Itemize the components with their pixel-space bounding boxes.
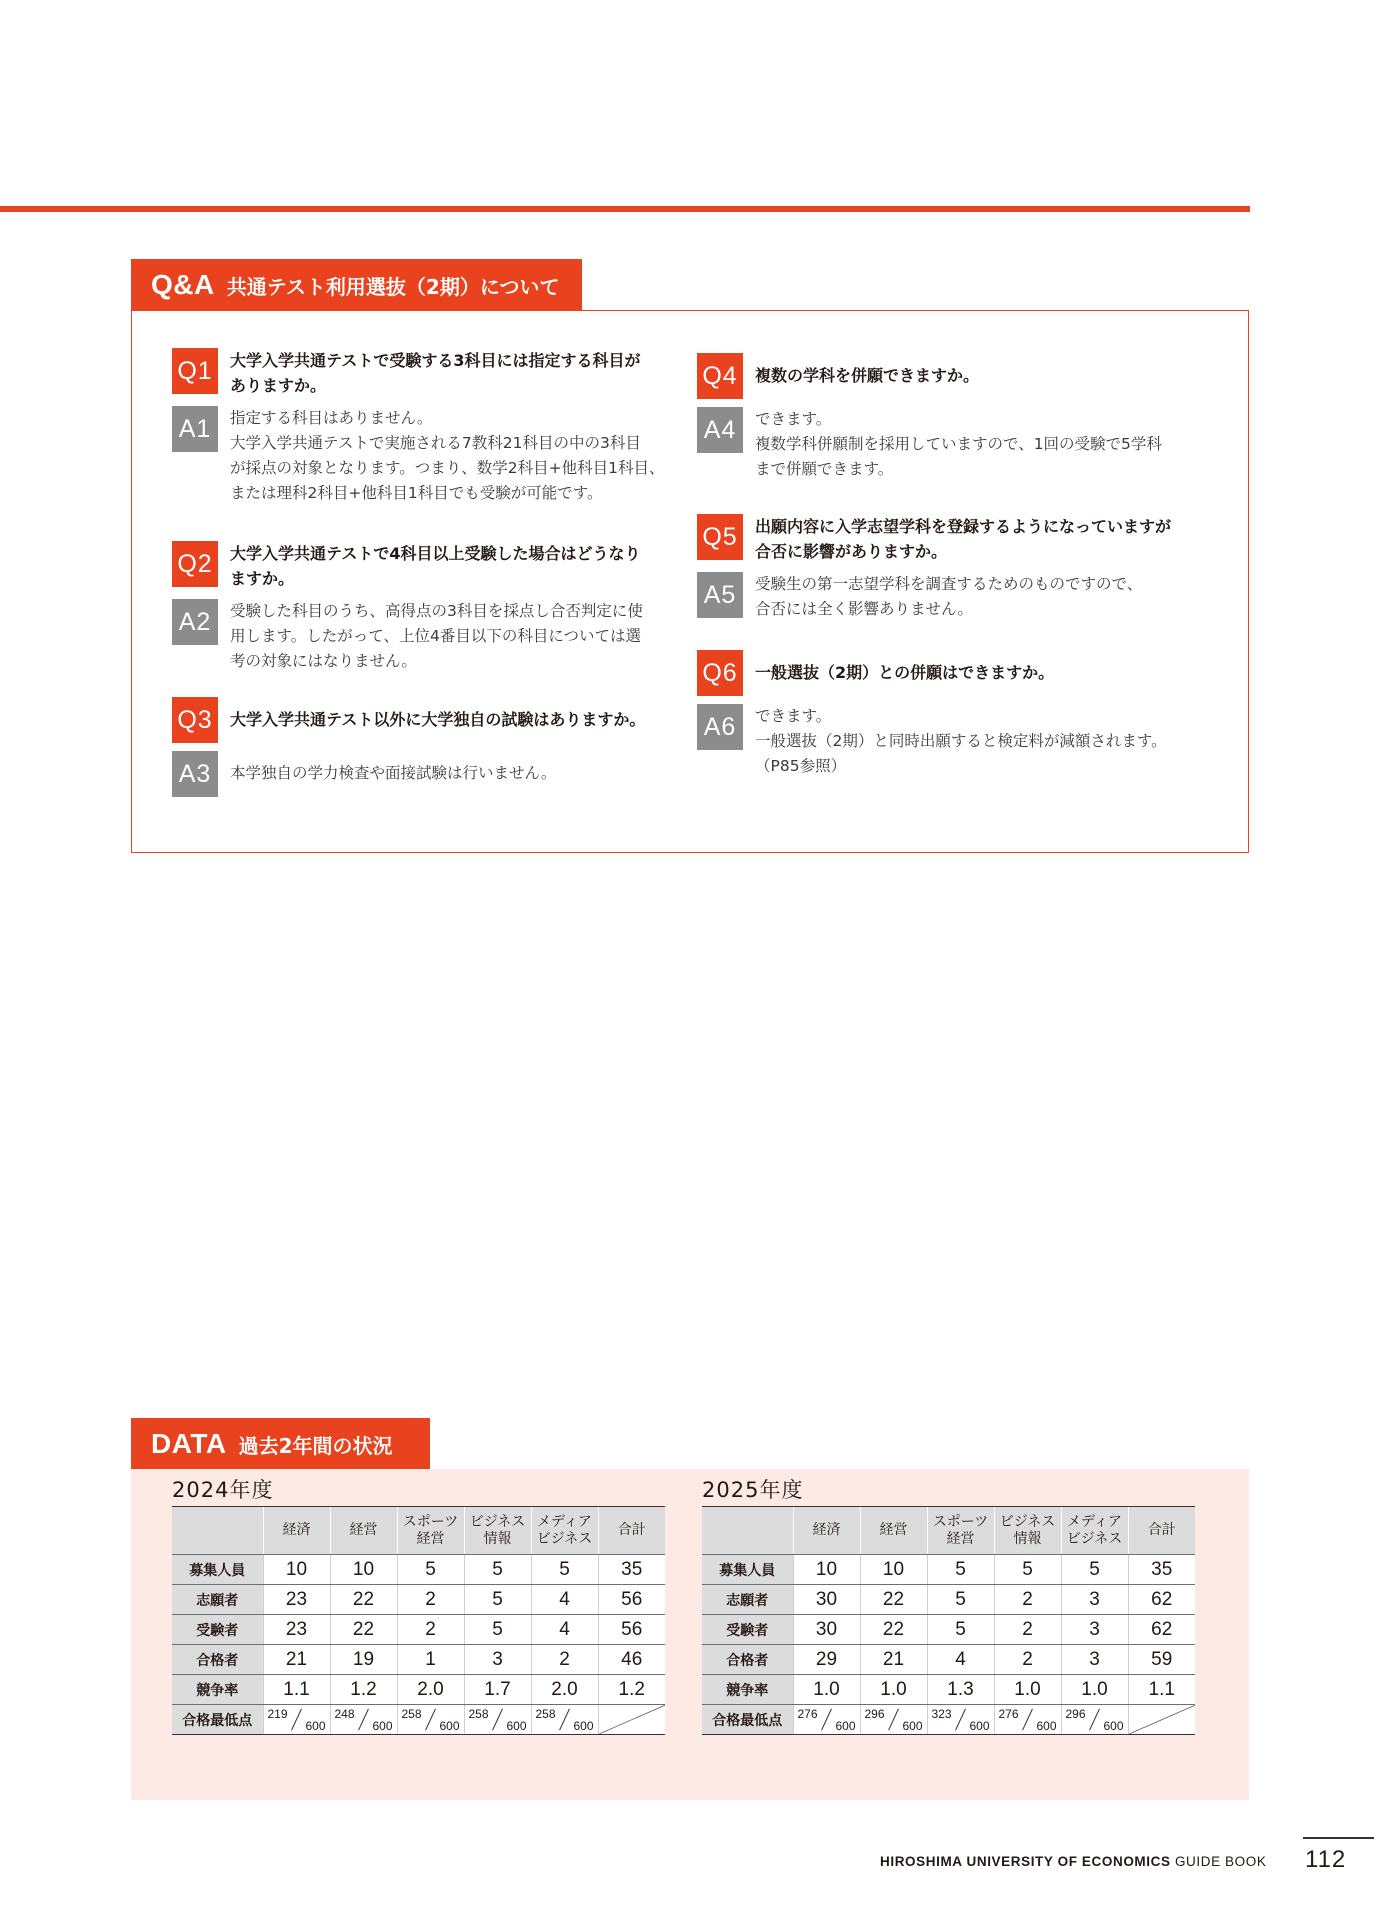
qa-item-6 [697,650,1197,779]
question-badge: Q4 [697,353,743,399]
row-label: 競争率 [702,1675,793,1705]
question-text [230,541,641,591]
table-body [172,1555,665,1735]
table-cell: 56 [598,1585,665,1615]
answer-text [230,599,643,674]
table-cell: 22 [330,1585,397,1615]
column-header [793,1507,860,1555]
score-fraction [464,1705,531,1735]
score-value: 258 [468,1707,489,1721]
page-number: 112 [1305,1846,1347,1873]
table-head [702,1507,1195,1555]
year-title: 2024年度 [172,1478,274,1502]
score-fraction [263,1705,330,1735]
table-row [172,1705,665,1735]
score-denominator: 600 [969,1719,990,1733]
header-line: ビジネス [469,1513,526,1530]
header-line: ビジネス [999,1513,1056,1530]
question-line: 合否に影響がありますか。 [755,542,948,561]
header-line: メディア [1067,1513,1122,1530]
header-line: 合計 [1147,1522,1176,1538]
answer-row [172,406,672,506]
header-line: 経営 [946,1530,975,1547]
table-row [702,1705,1195,1735]
answer-text [755,572,1142,622]
score-denominator: 600 [372,1719,393,1733]
table-cell: 2 [397,1615,464,1645]
question-badge: Q3 [172,697,218,743]
data-section-tab [131,1418,430,1470]
table-cell: 30 [793,1615,860,1645]
table-cell: 2 [397,1585,464,1615]
question-text [755,353,979,388]
score-denominator: 600 [573,1719,594,1733]
qa-item-3 [172,697,672,797]
question-line: ますか。 [230,569,295,588]
column-header [860,1507,927,1555]
table-row [172,1585,665,1615]
score-value: 258 [401,1707,422,1721]
table-cell: 1.0 [793,1675,860,1705]
table-cell: 62 [1128,1615,1195,1645]
answer-line: または理科2科目+他科目1科目でも受験が可能です。 [230,484,603,502]
question-line: ありますか。 [230,376,327,395]
answer-row [697,704,1197,779]
column-header [464,1507,531,1555]
table-cell: 23 [263,1585,330,1615]
row-label: 競争率 [172,1675,263,1705]
answer-line: 合否には全く影響ありません。 [755,600,973,618]
table-row [172,1675,665,1705]
table-body [702,1555,1195,1735]
score-fraction [860,1705,927,1735]
qa-gap [697,564,1197,572]
answer-line: できます。 [755,410,832,428]
header-line: 経営 [416,1530,445,1547]
answer-badge: A3 [172,751,218,797]
answer-line: 受験生の第一志望学科を調査するためのものですので、 [755,575,1143,593]
score-fraction [397,1705,464,1735]
score-fraction [793,1705,860,1735]
answer-text [230,406,664,506]
answer-line: 用します。したがって、上位4番目以下の科目については選 [230,627,642,645]
table-cell: 3 [1061,1585,1128,1615]
table-cell: 1.7 [464,1675,531,1705]
table-cell: 21 [263,1645,330,1675]
answer-row [697,407,1197,482]
header-line: スポーツ [402,1513,459,1530]
table-cell: 1.0 [860,1675,927,1705]
header-row [702,1507,1195,1555]
stats-table-2025年度 [702,1506,1195,1735]
score-denominator: 600 [1036,1719,1057,1733]
qa-item-2 [172,541,672,674]
header-line: 経営 [349,1522,378,1538]
question-text [230,348,641,398]
question-badge: Q2 [172,541,218,587]
qa-gap [697,399,1197,407]
qa-gap [172,398,672,406]
score-value: 323 [931,1707,952,1721]
table-cell: 5 [464,1585,531,1615]
question-text [230,697,645,732]
footer-university: HIROSHIMA UNIVERSITY OF ECONOMICS [880,1854,1171,1869]
question-row [697,514,1197,564]
question-line: 複数の学科を併願できますか。 [755,366,980,385]
header-line: 合計 [617,1522,646,1538]
table-row [172,1555,665,1585]
table-cell: 1.2 [598,1675,665,1705]
column-header [598,1507,665,1555]
answer-line: （P85参照） [755,757,847,775]
table-cell: 4 [531,1585,598,1615]
table-cell: 59 [1128,1645,1195,1675]
question-line: 大学入学共通テストで4科目以上受験した場合はどうなり [230,544,641,563]
table-cell: 2.0 [531,1675,598,1705]
answer-line: できます。 [755,707,832,725]
empty-total-cell [1128,1705,1195,1735]
column-header [531,1507,598,1555]
qa-tab-title: Q&A [151,269,215,300]
score-value: 296 [1065,1707,1086,1721]
table-cell: 5 [531,1555,598,1585]
question-badge: Q6 [697,650,743,696]
header-line: 経済 [812,1522,841,1538]
table-cell: 10 [860,1555,927,1585]
answer-badge: A6 [697,704,743,750]
header-row [172,1507,665,1555]
answer-line: 複数学科併願制を採用していますので、1回の受験で5学科 [755,435,1162,453]
table-cell: 19 [330,1645,397,1675]
header-line: スポーツ [932,1513,989,1530]
header-line: ビジネス [1066,1530,1123,1547]
table-cell: 5 [927,1585,994,1615]
table-cell: 5 [994,1555,1061,1585]
footer-guidebook: GUIDE BOOK [1174,1854,1267,1869]
question-row [697,650,1197,696]
footer-rule [1303,1837,1374,1839]
table-row [702,1675,1195,1705]
table-cell: 2 [994,1645,1061,1675]
data-tab-title: DATA [151,1428,227,1459]
header-line: 経営 [879,1522,908,1538]
question-badge: Q5 [697,514,743,560]
score-value: 258 [535,1707,556,1721]
table-cell: 5 [464,1615,531,1645]
qa-tab-subtitle: 共通テスト利用選抜（2期）について [226,274,560,299]
table-cell: 29 [793,1645,860,1675]
answer-row [697,572,1197,622]
table-row [702,1645,1195,1675]
table-cell: 22 [860,1585,927,1615]
column-header [927,1507,994,1555]
row-label: 募集人員 [702,1555,793,1585]
question-line: 出願内容に入学志望学科を登録するようになっていますが [755,517,1172,536]
top-accent-rule [0,206,1250,212]
header-corner [172,1507,263,1555]
table-cell: 1.0 [1061,1675,1128,1705]
table-cell: 1.0 [994,1675,1061,1705]
question-line: 大学入学共通テストで受験する3科目には指定する科目が [230,351,641,370]
row-label: 受験者 [702,1615,793,1645]
column-header [263,1507,330,1555]
score-value: 248 [334,1707,355,1721]
row-label: 合格者 [172,1645,263,1675]
table-cell: 1.2 [330,1675,397,1705]
table-cell: 21 [860,1645,927,1675]
column-header [1128,1507,1195,1555]
header-line: 情報 [483,1530,512,1547]
table-row [172,1645,665,1675]
score-denominator: 600 [506,1719,527,1733]
answer-line: 考の対象にはなりません。 [230,652,417,670]
table-cell: 3 [1061,1645,1128,1675]
qa-gap [172,591,672,599]
answer-row [172,599,672,674]
table-cell: 3 [1061,1615,1128,1645]
table-cell: 46 [598,1645,665,1675]
table-cell: 35 [598,1555,665,1585]
row-label: 合格最低点 [702,1705,793,1735]
question-row [697,353,1197,399]
table-cell: 1.3 [927,1675,994,1705]
score-fraction [330,1705,397,1735]
table-cell: 4 [927,1645,994,1675]
answer-text [230,751,556,786]
answer-line: 大学入学共通テストで実施される7教科21科目の中の3科目 [230,434,641,452]
score-value: 276 [797,1707,818,1721]
score-fraction [1061,1705,1128,1735]
table-cell: 5 [397,1555,464,1585]
row-label: 受験者 [172,1615,263,1645]
header-corner [702,1507,793,1555]
table-cell: 4 [531,1615,598,1645]
answer-text [755,407,1162,482]
table-row [172,1615,665,1645]
table-cell: 10 [793,1555,860,1585]
answer-line: が採点の対象となります。つまり、数学2科目+他科目1科目、 [230,459,665,477]
table-cell: 35 [1128,1555,1195,1585]
answer-text [755,704,1167,779]
table-cell: 2 [994,1585,1061,1615]
column-header [330,1507,397,1555]
qa-item-5 [697,514,1197,622]
table-cell: 2 [994,1615,1061,1645]
question-row [172,541,672,591]
score-fraction [994,1705,1061,1735]
row-label: 合格者 [702,1645,793,1675]
table-cell: 1.1 [1128,1675,1195,1705]
footer-title [880,1854,1266,1869]
row-label: 志願者 [702,1585,793,1615]
diagonal-strike [1129,1705,1196,1734]
answer-badge: A2 [172,599,218,645]
score-denominator: 600 [1103,1719,1124,1733]
header-line: メディア [537,1513,592,1530]
score-fraction [927,1705,994,1735]
table-row [702,1615,1195,1645]
data-tab-subtitle: 過去2年間の状況 [238,1433,393,1458]
column-header [1061,1507,1128,1555]
table-cell: 22 [330,1615,397,1645]
answer-line: まで併願できます。 [755,460,894,478]
row-label: 募集人員 [172,1555,263,1585]
table-cell: 5 [927,1555,994,1585]
column-header [397,1507,464,1555]
row-label: 合格最低点 [172,1705,263,1735]
table-cell: 5 [927,1615,994,1645]
table-cell: 1 [397,1645,464,1675]
question-line: 大学入学共通テスト以外に大学独自の試験はありますか。 [230,710,646,729]
qa-item-1 [172,348,672,506]
table-cell: 2 [531,1645,598,1675]
header-line: 情報 [1013,1530,1042,1547]
header-line: ビジネス [536,1530,593,1547]
table-cell: 5 [1061,1555,1128,1585]
qa-section-tab [131,259,582,311]
answer-badge: A4 [697,407,743,453]
row-label: 志願者 [172,1585,263,1615]
answer-line: 一般選抜（2期）と同時出願すると検定料が減額されます。 [755,732,1167,750]
table-cell: 3 [464,1645,531,1675]
table-cell: 1.1 [263,1675,330,1705]
table-cell: 30 [793,1585,860,1615]
table-cell: 5 [464,1555,531,1585]
table-row [702,1585,1195,1615]
answer-row [172,751,672,797]
answer-line: 指定する科目はありません。 [230,409,433,427]
table-cell: 2.0 [397,1675,464,1705]
score-value: 219 [267,1707,288,1721]
score-value: 276 [998,1707,1019,1721]
question-badge: Q1 [172,348,218,394]
question-row [172,348,672,398]
score-value: 296 [864,1707,885,1721]
answer-badge: A1 [172,406,218,452]
score-denominator: 600 [902,1719,923,1733]
answer-line: 本学独自の学力検査や面接試験は行いません。 [230,764,557,782]
qa-item-4 [697,353,1197,482]
question-line: 一般選抜（2期）との併願はできますか。 [755,663,1055,682]
table-cell: 62 [1128,1585,1195,1615]
answer-line: 受験した科目のうち、高得点の3科目を採点し合否判定に使 [230,602,643,620]
empty-total-cell [598,1705,665,1735]
table-cell: 56 [598,1615,665,1645]
stats-table-2024年度 [172,1506,665,1735]
diagonal-strike [599,1705,666,1734]
score-fraction [531,1705,598,1735]
question-text [755,650,1054,685]
score-denominator: 600 [835,1719,856,1733]
table-cell: 10 [263,1555,330,1585]
table-cell: 23 [263,1615,330,1645]
table-cell: 10 [330,1555,397,1585]
qa-gap [172,743,672,751]
answer-badge: A5 [697,572,743,618]
score-denominator: 600 [305,1719,326,1733]
score-denominator: 600 [439,1719,460,1733]
column-header [994,1507,1061,1555]
question-text [755,514,1171,564]
year-title: 2025年度 [702,1478,804,1502]
table-cell: 22 [860,1615,927,1645]
header-line: 経済 [282,1522,311,1538]
table-row [702,1555,1195,1585]
table-head [172,1507,665,1555]
qa-gap [697,696,1197,704]
question-row [172,697,672,743]
